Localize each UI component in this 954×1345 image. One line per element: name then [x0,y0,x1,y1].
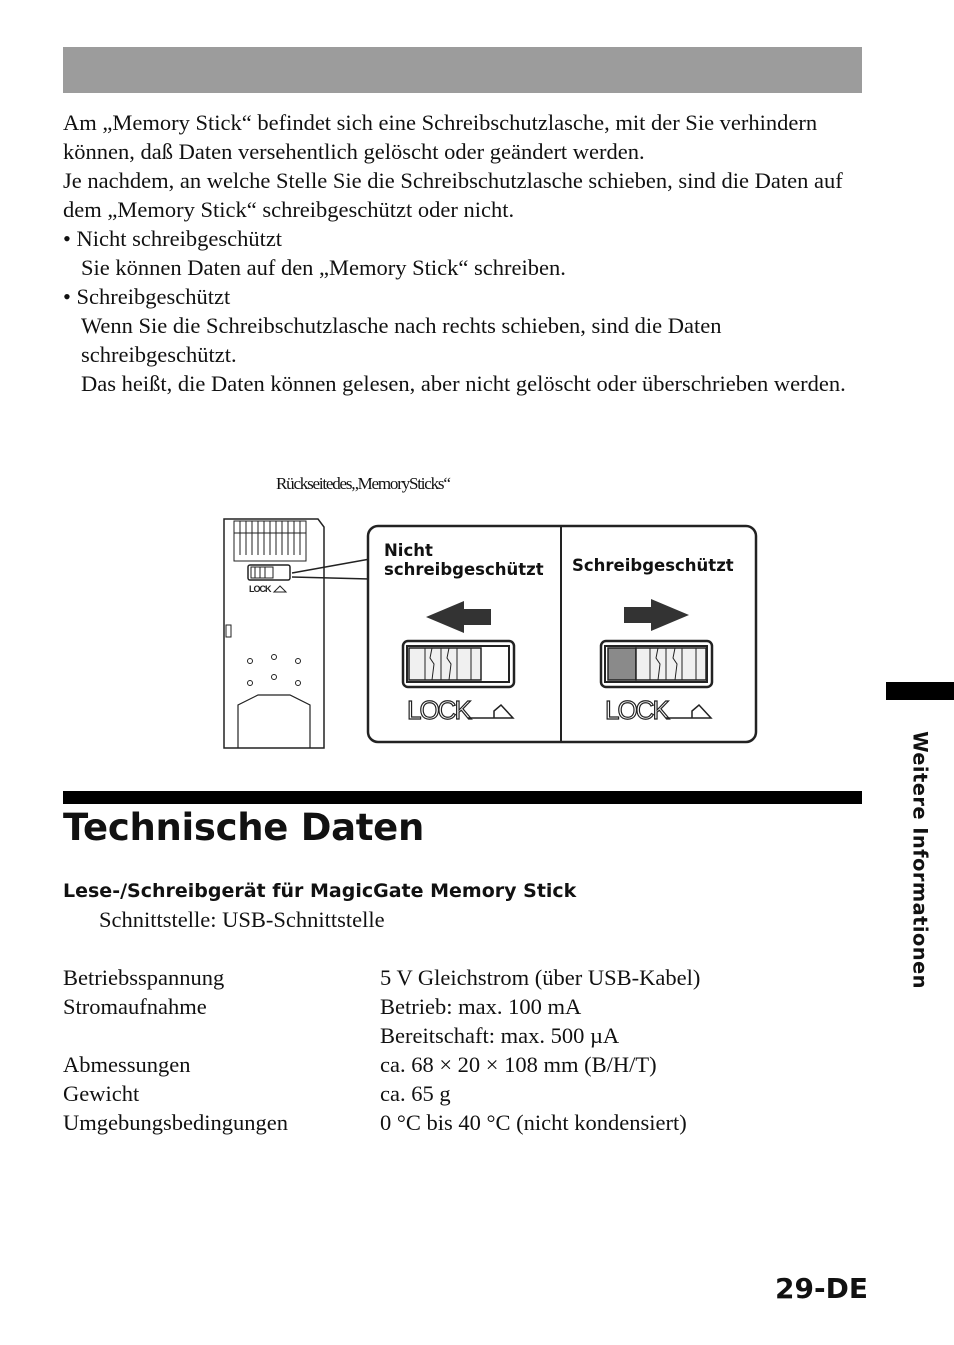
switch-protected [601,641,712,687]
bullet-protected-text-2: Das heißt, die Daten können gelesen, aber nicht gelöscht oder überschrieben werden. [81,371,846,396]
side-tab-marker [886,682,954,700]
spec-label: Umgebungsbedingungen [63,1110,288,1135]
spec-row [63,1110,823,1139]
bullet-protected-text-1: Wenn Sie die Schreibschutzlasche nach rechts schieben, sind die Daten schreibgeschützt. [81,313,722,367]
spec-value: Betrieb: max. 100 mA [380,994,582,1019]
page-number: 29-DE [775,1272,868,1305]
lock-label-right: LOCK [605,695,668,725]
callout-pointer [292,559,370,579]
memory-stick-back [224,519,324,748]
spec-value: 0 °C bis 40 °C (nicht kondensiert) [380,1110,687,1135]
spec-value: Bereitschaft: max. 500 µA [380,1023,620,1048]
small-lock-text: LOCK [249,584,271,594]
label-unprotected: Nicht schreibgeschützt [384,541,544,579]
spec-interface: Schnittstelle: USB-Schnittstelle [99,907,385,932]
spec-label: Stromaufnahme [63,994,207,1019]
intro-paragraph-1: Am „Memory Stick“ befindet sich eine Schreibschutzlasche, mit der Sie verhindern können, daß Daten versehentlich gelöscht oder geändert werden. [63,110,818,164]
spec-value: 5 V Gleichstrom (über USB-Kabel) [380,965,701,990]
section-rule [63,791,862,804]
figure-caption: Rückseitedes„MemorySticks“ [276,474,450,493]
section-title: Technische Daten [63,806,424,849]
lock-label-left: LOCK [407,695,470,725]
spec-label: Abmessungen [63,1052,191,1077]
label-protected: Schreibgeschützt [572,556,734,575]
spec-row [63,1023,823,1052]
intro-text [63,108,873,398]
spec-subtitle: Lese-/Schreibgerät für MagicGate Memory Stick [63,880,577,902]
intro-paragraph-2: Je nachdem, an welche Stelle Sie die Schreibschutzlasche schieben, sind die Daten auf dem „Memory Stick“ schreibgeschützt oder nicht. [63,168,843,222]
spec-row [63,1052,823,1081]
spec-row [63,965,823,994]
bullet-protected-heading: • Schreibgeschützt [63,284,231,309]
bullet-unprotected-text: Sie können Daten auf den „Memory Stick“ schreiben. [81,255,566,280]
bullet-unprotected-heading: • Nicht schreibgeschützt [63,226,283,251]
write-protect-figure [220,515,765,750]
side-section-label: Weitere Informationen [908,731,932,989]
spec-label: Betriebsspannung [63,965,225,990]
spec-value: ca. 65 g [380,1081,451,1106]
spec-row [63,994,823,1023]
section-header-bar [63,47,862,93]
spec-value: ca. 68 × 20 × 108 mm (B/H/T) [380,1052,657,1077]
spec-label: Gewicht [63,1081,140,1106]
spec-row [63,1081,823,1110]
